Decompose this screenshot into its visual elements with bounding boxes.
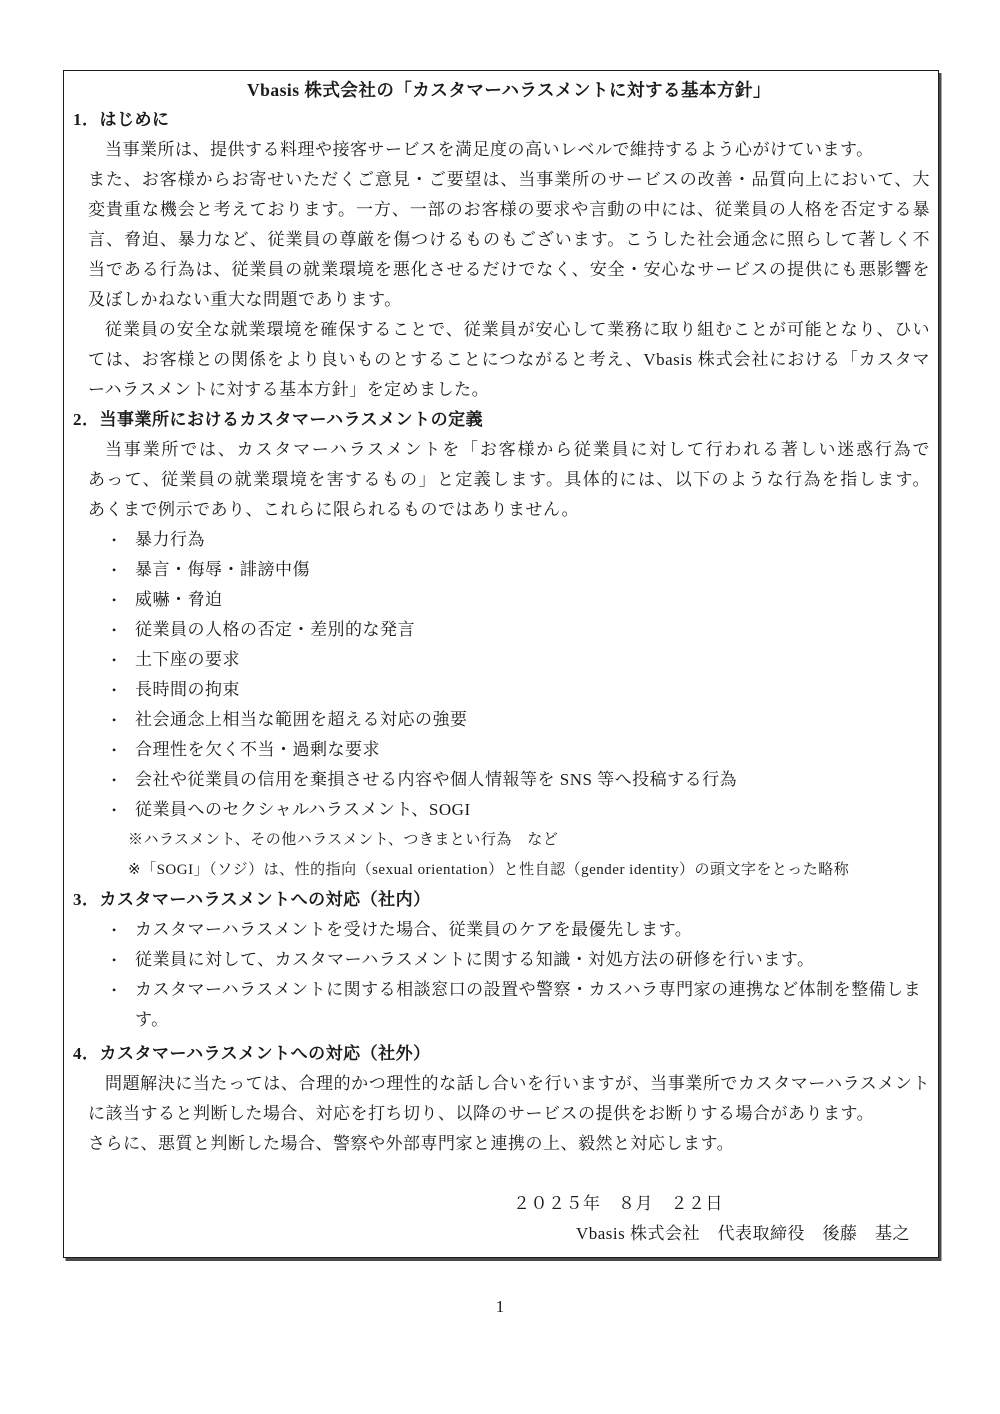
- bullet-icon: •: [112, 593, 117, 607]
- bullet-icon: •: [112, 563, 117, 577]
- list-item: [112, 945, 930, 975]
- list-item: [112, 705, 930, 735]
- document-title: Vbasis 株式会社の「カスタマーハラスメントに対する基本方針」: [246, 80, 772, 100]
- bullet-icon: •: [112, 683, 117, 697]
- list-item: [112, 975, 930, 1035]
- list-item: [112, 915, 930, 945]
- list-item-text: 合理性を欠く不当・過剰な要求: [135, 740, 380, 759]
- bullet-icon: •: [112, 773, 117, 787]
- paragraph-line: あって、従業員の就業環境を害するもの」と定義します。具体的には、以下のような行為を指します。: [88, 470, 930, 489]
- list-item-text: 暴言・侮辱・誹謗中傷: [135, 560, 310, 579]
- list-item: [112, 675, 930, 705]
- paragraph-line: 当事業所では、カスタマーハラスメントを「お客様から従業員に対して行われる著しい迷惑行為で: [105, 440, 930, 459]
- list-item-text: 威嚇・脅迫: [135, 590, 223, 609]
- bullet-icon: •: [112, 923, 117, 937]
- list-item-text: 土下座の要求: [135, 650, 240, 669]
- paragraph-line: 言、脅迫、暴力など、従業員の尊厳を傷つけるものもございます。こうした社会通念に照らして著しく不: [88, 230, 930, 249]
- bullet-icon: •: [112, 713, 117, 727]
- paragraph-line: 当事業所は、提供する料理や接客サービスを満足度の高いレベルで維持するよう心がけています。: [105, 140, 874, 159]
- paragraph-line: 従業員の安全な就業環境を確保することで、従業員が安心して業務に取り組むことが可能となり、ひい: [105, 320, 930, 339]
- paragraph-line: ては、お客様との関係をより良いものとすることにつながると考え、Vbasis 株式会社における「カスタマ: [88, 350, 930, 369]
- list-item-text: 長時間の拘束: [135, 680, 240, 699]
- paragraph-line: ーハラスメントに対する基本方針」を定めました。: [88, 380, 490, 399]
- paragraph-line: に該当すると判断した場合、対応を打ち切り、以降のサービスの提供をお断りする場合があります。: [88, 1104, 875, 1123]
- list-item-text: カスタマーハラスメントを受けた場合、従業員のケアを最優先します。: [135, 920, 693, 939]
- section-3-heading: 3．カスタマーハラスメントへの対応（社内）: [73, 890, 431, 909]
- list-item: [112, 585, 930, 615]
- list-item-text: 従業員の人格の否定・差別的な発言: [135, 620, 415, 639]
- bullet-icon: •: [112, 983, 117, 997]
- list-item-text: 従業員へのセクシャルハラスメント、SOGI: [135, 800, 471, 819]
- list-item-text: 従業員に対して、カスタマーハラスメントに関する知識・対処方法の研修を行います。: [135, 950, 815, 969]
- bullet-icon: •: [112, 653, 117, 667]
- list-item: [112, 615, 930, 645]
- list-item: [112, 645, 930, 675]
- section-1-heading: 1．はじめに: [73, 110, 170, 129]
- signature-line: Vbasis 株式会社 代表取締役 後藤 基之: [575, 1224, 910, 1243]
- bullet-icon: •: [112, 533, 117, 547]
- policy-content: [64, 71, 938, 1249]
- paragraph-line: また、お客様からお寄せいただくご意見・ご要望は、当事業所のサービスの改善・品質向上において、大: [88, 170, 930, 189]
- paragraph-line: さらに、悪質と判断した場合、警察や外部専門家と連携の上、毅然と対応します。: [88, 1134, 735, 1153]
- list-item: [112, 765, 930, 795]
- list-item-text: 暴力行為: [135, 530, 205, 549]
- list-item-text: 会社や従業員の信用を棄損させる内容や個人情報等を SNS 等へ投稿する行為: [135, 770, 738, 789]
- list-item-text: カスタマーハラスメントに関する相談窓口の設置や警察・カスハラ専門家の連携など体制を整備します。: [135, 980, 922, 1029]
- bullet-icon: •: [112, 623, 117, 637]
- list-item: [112, 525, 930, 555]
- paragraph-line: あくまで例示であり、これらに限られるものではありません。: [88, 500, 580, 519]
- bullet-icon: •: [112, 953, 117, 967]
- list-item-text: 社会通念上相当な範囲を超える対応の強要: [135, 710, 468, 729]
- list-item: [112, 795, 930, 825]
- policy-frame: [63, 70, 939, 1258]
- paragraph-line: 当である行為は、従業員の就業環境を悪化させるだけでなく、安全・安心なサービスの提供にも悪影響を: [88, 260, 930, 279]
- page-number: 1: [495, 1297, 505, 1316]
- bullet-icon: •: [112, 803, 117, 817]
- section-4-heading: 4．カスタマーハラスメントへの対応（社外）: [73, 1044, 431, 1063]
- list-item: [112, 735, 930, 765]
- date-line: ２０２５年 ８月 ２２日: [513, 1194, 723, 1213]
- bullet-icon: •: [112, 743, 117, 757]
- paragraph-line: 問題解決に当たっては、合理的かつ理性的な話し合いを行いますが、当事業所でカスタマーハラスメント: [105, 1074, 930, 1093]
- footnote-line: ※ハラスメント、その他ハラスメント、つきまとい行為 など: [128, 832, 559, 848]
- list-item: [112, 555, 930, 585]
- section-2-heading: 2．当事業所におけるカスタマーハラスメントの定義: [73, 410, 484, 429]
- footnote-line: ※「SOGI」（ソジ）は、性的指向（sexual orientation）と性自認（gender identity）の頭文字をとった略称: [128, 862, 850, 878]
- paragraph-line: 及ぼしかねない重大な問題であります。: [88, 290, 402, 309]
- paragraph-line: 変貴重な機会と考えております。一方、一部のお客様の要求や言動の中には、従業員の人格を否定する暴: [88, 200, 930, 219]
